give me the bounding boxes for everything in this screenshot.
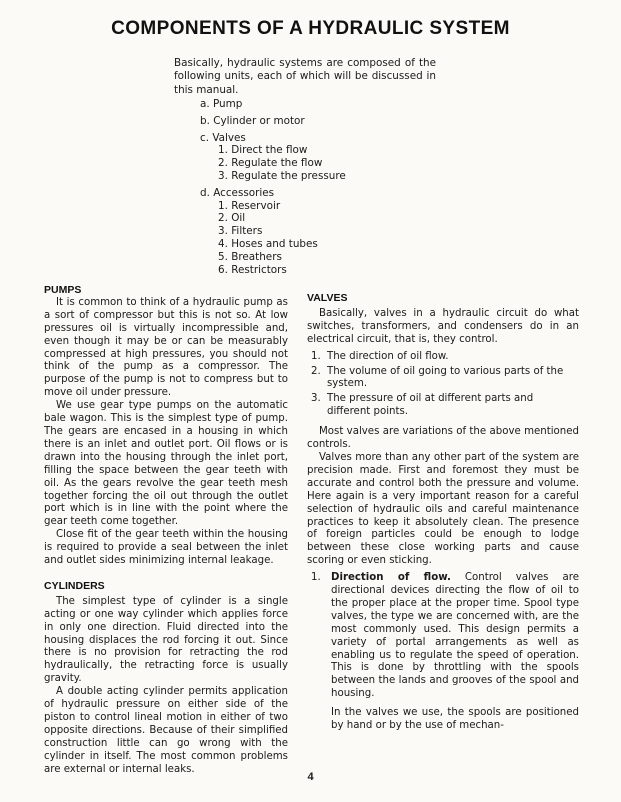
components-outline xyxy=(200,98,346,280)
list-item: 1. The direction of oil flow. xyxy=(311,350,449,362)
left-column xyxy=(44,284,288,777)
valves-paragraph: Most valves are variations of the above mentioned controls. xyxy=(307,426,579,451)
outline-subitem: 2. Regulate the flow xyxy=(218,157,323,170)
pumps-paragraph: It is common to think of a hydraulic pump as a sort of compressor but this is not so. At low pressures oil is virtually incompressible and, even though it may be or can be measurably compressed at high pressures, you should not think of the pump as a compressor. The purpose of the pump is not to compress but to move oil under pressure. xyxy=(44,296,288,399)
outline-item-cylinder: b. Cylinder or motor xyxy=(200,114,305,127)
outline-subitem: 2. Oil xyxy=(218,212,246,225)
outline-subitem: 6. Restrictors xyxy=(218,263,287,276)
intro-paragraph: Basically, hydraulic systems are composed of the following units, each of which will be discussed in this manual. xyxy=(174,57,436,96)
outline-subitem: 1. Direct the flow xyxy=(218,144,308,157)
direction-of-flow-item xyxy=(307,572,579,733)
valves-heading: VALVES xyxy=(307,292,348,304)
item-paragraph: Direction of flow. Control valves are directional devices directing the flow of oil to the proper place at the proper time. Spool type valves, the type we are concerned with, are the most commonly used. This design permits a variety of portal arrangements as well as enabling us to regulate the speed of operation. This is done by throttling with the spools between the lands and grooves of the spool and housing. xyxy=(331,572,579,700)
outline-group-valves xyxy=(200,132,346,183)
cylinders-paragraph: A double acting cylinder permits application of hydraulic pressure on either side of the piston to control lineal motion in either of two opposite directions. Because of their simplified construction little can go wrong with the cylinder in itself. The most common problems are external or internal leaks. xyxy=(44,686,288,775)
list-item: 2. The volume of oil going to various parts of the system. xyxy=(311,365,564,390)
pumps-paragraph: Close fit of the gear teeth within the housing is required to provide a seal between the inlet and outlet sides minimizing internal leakage. xyxy=(44,529,288,567)
cylinders-paragraph: The simplest type of cylinder is a single acting or one way cylinder which applies force in only one direction. Fluid directed into the housing displaces the rod forcing it out. Since there is no provision for retracting the rod hydraulically, the retracting force is usually gravity. xyxy=(44,595,288,685)
right-column xyxy=(307,292,579,733)
page-number: 4 xyxy=(307,771,314,783)
cylinders-heading: CYLINDERS xyxy=(44,579,105,592)
pumps-heading: PUMPS xyxy=(44,284,82,296)
item-lead: Direction of flow. xyxy=(331,572,451,584)
valves-paragraph: Valves more than any other part of the system are precision made. First and foremost they must be accurate and control both the pressure and volume. Here again is a very important reason for a careful selection of hydraulic oils and careful maintenance practices to keep it absolutely clean. The presence of foreign particles could be enough to lodge between these close working parts and cause scoring or even sticking. xyxy=(307,451,579,567)
outline-subitem: 1. Reservoir xyxy=(218,199,281,212)
outline-item-accessories: d. Accessories xyxy=(200,186,275,199)
outline-subitem: 3. Regulate the pressure xyxy=(218,169,346,182)
outline-item-valves: c. Valves xyxy=(200,131,246,144)
valves-control-list xyxy=(307,351,579,420)
page-title: COMPONENTS OF A HYDRAULIC SYSTEM xyxy=(111,18,510,39)
outline-group-accessories xyxy=(200,187,346,277)
item-number: 1. xyxy=(311,572,321,584)
item-paragraph: In the valves we use, the spools are positioned by hand or by the use of mechan- xyxy=(331,707,579,732)
valves-paragraph: Basically, valves in a hydraulic circuit do what switches, transformers, and condensers do in an electrical circuit, that is, they control. xyxy=(307,307,579,345)
list-item: 3. The pressure of oil at different parts and different points. xyxy=(311,393,534,418)
pumps-paragraph: We use gear type pumps on the automatic bale wagon. This is the simplest type of pump. The gears are encased in a housing in which there is an inlet and outlet port. Oil flows or is drawn into the housing through the inlet port, filling the space between the gear teeth with oil. As the gears revolve the gear teeth mesh together forcing the oil out through the outlet port which is in line with the point where the gear teeth come together. xyxy=(44,400,288,528)
outline-subitem: 4. Hoses and tubes xyxy=(218,237,318,250)
outline-item-pump: a. Pump xyxy=(200,98,243,110)
outline-subitem: 3. Filters xyxy=(218,225,263,238)
outline-subitem: 5. Breathers xyxy=(218,250,282,263)
